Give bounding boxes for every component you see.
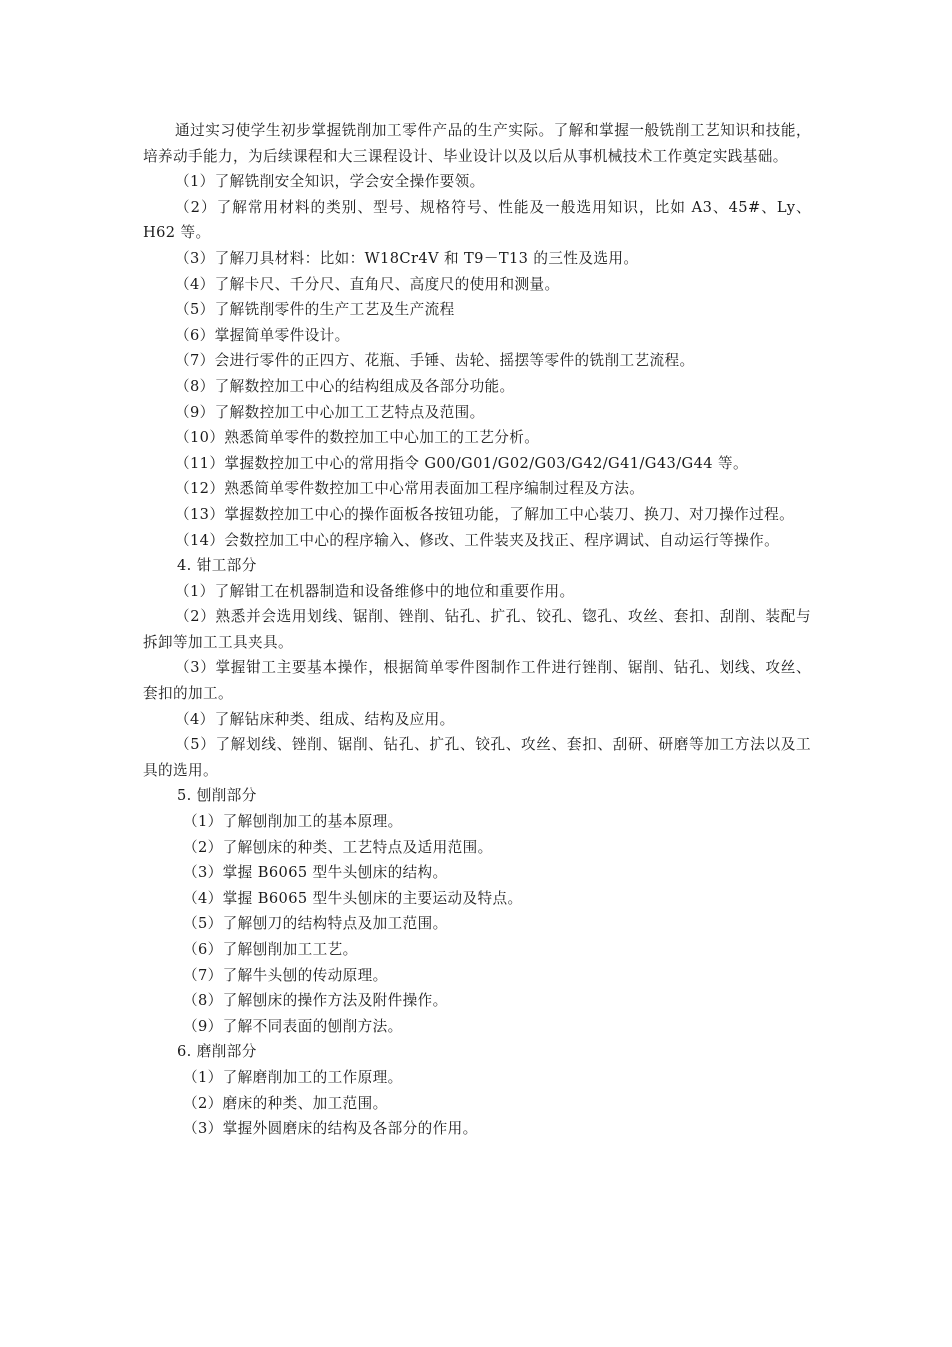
list-item: （11）掌握数控加工中心的常用指令 G00/G01/G02/G03/G42/G41/G43/G44 等。	[175, 454, 748, 472]
list-item: （1）了解钳工在机器制造和设备维修中的地位和重要作用。	[175, 582, 575, 600]
section-heading: 5. 刨削部分	[177, 787, 257, 805]
list-item: （4）掌握 B6065 型牛头刨床的主要运动及特点。	[183, 889, 523, 907]
list-item: （4）了解卡尺、千分尺、直角尺、高度尺的使用和测量。	[175, 275, 560, 293]
list-item: （2）磨床的种类、加工范围。	[183, 1094, 388, 1112]
list-item: （3）掌握钳工主要基本操作，根据简单零件图制作工件进行锉削、锯削、钻孔、划线、攻丝、套扣的加工。	[143, 659, 811, 703]
section-heading: 6. 磨削部分	[177, 1043, 257, 1061]
list-item: （2）了解常用材料的类别、型号、规格符号、性能及一般选用知识，比如 A3、45#、Ly、H62 等。	[143, 198, 811, 242]
list-item: （5）了解铣削零件的生产工艺及生产流程	[175, 301, 455, 319]
list-item: （8）了解刨床的操作方法及附件操作。	[183, 992, 448, 1010]
list-item: （6）了解刨削加工工艺。	[183, 941, 358, 958]
list-item: （5）了解划线、锉削、锯削、钻孔、扩孔、铰孔、攻丝、套扣、刮研、研磨等加工方法以及工具的选用。	[143, 736, 811, 779]
list-item: （8）了解数控加工中心的结构组成及各部分功能。	[175, 377, 515, 395]
list-item: （1）了解铣削安全知识，学会安全操作要领。	[175, 173, 485, 191]
list-item: （1）了解磨削加工的工作原理。	[183, 1068, 403, 1086]
list-item: （6）掌握简单零件设计。	[175, 326, 350, 344]
list-item: （4）了解钻床种类、组成、结构及应用。	[175, 710, 455, 728]
document-body	[143, 118, 811, 1142]
list-item: （12）熟悉简单零件数控加工中心常用表面加工程序编制过程及方法。	[175, 480, 645, 498]
list-item: （2）熟悉并会选用划线、锯削、锉削、钻孔、扩孔、铰孔、锪孔、攻丝、套扣、刮削、装配与拆卸等加工工具夹具。	[143, 608, 811, 651]
list-item: （1）了解刨削加工的基本原理。	[183, 813, 403, 831]
list-item: （3）掌握 B6065 型牛头刨床的结构。	[183, 864, 448, 882]
list-item: （9）了解数控加工中心加工工艺特点及范围。	[175, 403, 485, 421]
list-item: （9）了解不同表面的刨削方法。	[183, 1017, 403, 1035]
list-item: （3）了解刀具材料：比如：W18Cr4V 和 T9－T13 的三性及选用。	[175, 249, 639, 267]
list-item: （5）了解刨刀的结构特点及加工范围。	[183, 915, 448, 933]
list-item: （7）了解牛头刨的传动原理。	[183, 966, 388, 984]
list-item: （13）掌握数控加工中心的操作面板各按钮功能，了解加工中心装刀、换刀、对刀操作过程。	[175, 505, 795, 523]
intro-paragraph: 通过实习使学生初步掌握铣削加工零件产品的生产实际。了解和掌握一般铣削工艺知识和技能，培养动手能力，为后续课程和大三课程设计、毕业设计以及以后从事机械技术工作奠定实践基础。	[143, 122, 811, 165]
list-item: （7）会进行零件的正四方、花瓶、手锤、齿轮、摇摆等零件的铣削工艺流程。	[175, 352, 695, 370]
section-heading: 4. 钳工部分	[177, 557, 257, 575]
list-item: （10）熟悉简单零件的数控加工中心加工的工艺分析。	[175, 429, 540, 447]
list-item: （14）会数控加工中心的程序输入、修改、工件装夹及找正、程序调试、自动运行等操作。	[175, 531, 780, 549]
list-item: （2）了解刨床的种类、工艺特点及适用范围。	[183, 838, 493, 856]
list-item: （3）掌握外圆磨床的结构及各部分的作用。	[183, 1120, 478, 1138]
